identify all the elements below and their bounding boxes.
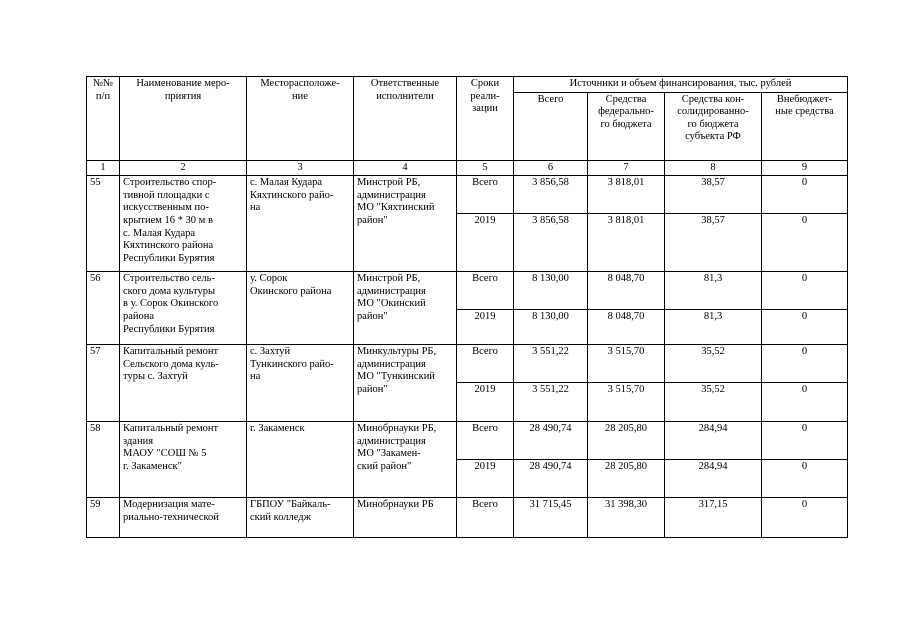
col-number: 3 xyxy=(247,160,354,176)
row-extra: 0 xyxy=(762,272,848,310)
row-federal: 28 205,80 xyxy=(588,460,665,498)
row-regional: 38,57 xyxy=(665,214,762,272)
row-num: 55 xyxy=(87,176,120,272)
header-regional: Средства кон- солидированно- го бюджета субъекта РФ xyxy=(665,92,762,160)
row-name: Капитальный ремонт здания МАОУ "СОШ № 5 г. Закаменск" xyxy=(120,422,247,498)
row-period: 2019 xyxy=(457,383,514,422)
row-total: 3 551,22 xyxy=(514,345,588,383)
row-executors: Минстрой РБ, администрация МО "Окинский район" xyxy=(354,272,457,345)
row-period: 2019 xyxy=(457,214,514,272)
row-federal: 3 818,01 xyxy=(588,176,665,214)
row-total: 28 490,74 xyxy=(514,422,588,460)
row-federal: 3 515,70 xyxy=(588,383,665,422)
row-federal: 3 515,70 xyxy=(588,345,665,383)
row-regional: 317,15 xyxy=(665,498,762,538)
header-total: Всего xyxy=(514,92,588,160)
col-number: 1 xyxy=(87,160,120,176)
row-period: Всего xyxy=(457,345,514,383)
row-regional: 81,3 xyxy=(665,272,762,310)
header-extra: Внебюджет- ные средства xyxy=(762,92,848,160)
row-executors: Минкультуры РБ, администрация МО "Тункинский район" xyxy=(354,345,457,422)
header-num: №№ п/п xyxy=(87,77,120,161)
col-number: 5 xyxy=(457,160,514,176)
row-period: Всего xyxy=(457,176,514,214)
row-total: 8 130,00 xyxy=(514,310,588,345)
row-executors: Минобрнауки РБ, администрация МО "Закамен- ский район" xyxy=(354,422,457,498)
row-regional: 284,94 xyxy=(665,460,762,498)
row-name: Капитальный ремонт Сельского дома куль- туры с. Захтуй xyxy=(120,345,247,422)
table-row xyxy=(87,176,848,214)
row-extra: 0 xyxy=(762,214,848,272)
row-extra: 0 xyxy=(762,310,848,345)
row-regional: 35,52 xyxy=(665,345,762,383)
row-regional: 284,94 xyxy=(665,422,762,460)
row-total: 3 856,58 xyxy=(514,214,588,272)
row-name: Строительство сель- ского дома культуры в у. Сорок Окинского района Республики Бурятия xyxy=(120,272,247,345)
row-total: 8 130,00 xyxy=(514,272,588,310)
row-federal: 3 818,01 xyxy=(588,214,665,272)
header-federal: Средства федерально- го бюджета xyxy=(588,92,665,160)
row-total: 31 715,45 xyxy=(514,498,588,538)
col-number: 7 xyxy=(588,160,665,176)
row-num: 58 xyxy=(87,422,120,498)
row-regional: 38,57 xyxy=(665,176,762,214)
row-federal: 31 398,30 xyxy=(588,498,665,538)
row-name: Модернизация мате- риально-технической xyxy=(120,498,247,538)
row-federal: 28 205,80 xyxy=(588,422,665,460)
header-funding: Источники и объем финансирования, тыс. рублей xyxy=(514,77,848,93)
header-name: Наименование меро- приятия xyxy=(120,77,247,161)
row-location: ГБПОУ "Байкаль- ский колледж xyxy=(247,498,354,538)
row-federal: 8 048,70 xyxy=(588,310,665,345)
row-period: Всего xyxy=(457,422,514,460)
row-num: 59 xyxy=(87,498,120,538)
table-row xyxy=(87,345,848,383)
row-regional: 35,52 xyxy=(665,383,762,422)
row-name: Строительство спор- тивной площадки с искусственным по- крытием 16 * 30 м в с. Малая Кудара Кяхтинского района Республики Бурятия xyxy=(120,176,247,272)
row-period: Всего xyxy=(457,272,514,310)
financing-table xyxy=(86,76,848,538)
col-number: 8 xyxy=(665,160,762,176)
col-number: 4 xyxy=(354,160,457,176)
col-number: 2 xyxy=(120,160,247,176)
row-total: 28 490,74 xyxy=(514,460,588,498)
row-federal: 8 048,70 xyxy=(588,272,665,310)
row-extra: 0 xyxy=(762,383,848,422)
row-executors: Минобрнауки РБ xyxy=(354,498,457,538)
row-period: 2019 xyxy=(457,460,514,498)
header-executors: Ответственные исполнители xyxy=(354,77,457,161)
table-row xyxy=(87,272,848,310)
header-location: Месторасположе- ние xyxy=(247,77,354,161)
table-row xyxy=(87,498,848,538)
col-number: 9 xyxy=(762,160,848,176)
row-regional: 81,3 xyxy=(665,310,762,345)
header-terms: Сроки реали- зации xyxy=(457,77,514,161)
row-location: с. Малая Кудара Кяхтинского райо- на xyxy=(247,176,354,272)
column-numbers-row xyxy=(87,160,848,176)
row-extra: 0 xyxy=(762,176,848,214)
row-location: у. Сорок Окинского района xyxy=(247,272,354,345)
row-extra: 0 xyxy=(762,498,848,538)
row-period: 2019 xyxy=(457,310,514,345)
table-row xyxy=(87,422,848,460)
row-num: 57 xyxy=(87,345,120,422)
row-executors: Минстрой РБ, администрация МО "Кяхтинский район" xyxy=(354,176,457,272)
col-number: 6 xyxy=(514,160,588,176)
row-location: г. Закаменск xyxy=(247,422,354,498)
row-total: 3 551,22 xyxy=(514,383,588,422)
row-num: 56 xyxy=(87,272,120,345)
row-period: Всего xyxy=(457,498,514,538)
row-extra: 0 xyxy=(762,460,848,498)
row-location: с. Захтуй Тункинского райо- на xyxy=(247,345,354,422)
row-total: 3 856,58 xyxy=(514,176,588,214)
row-extra: 0 xyxy=(762,422,848,460)
row-extra: 0 xyxy=(762,345,848,383)
